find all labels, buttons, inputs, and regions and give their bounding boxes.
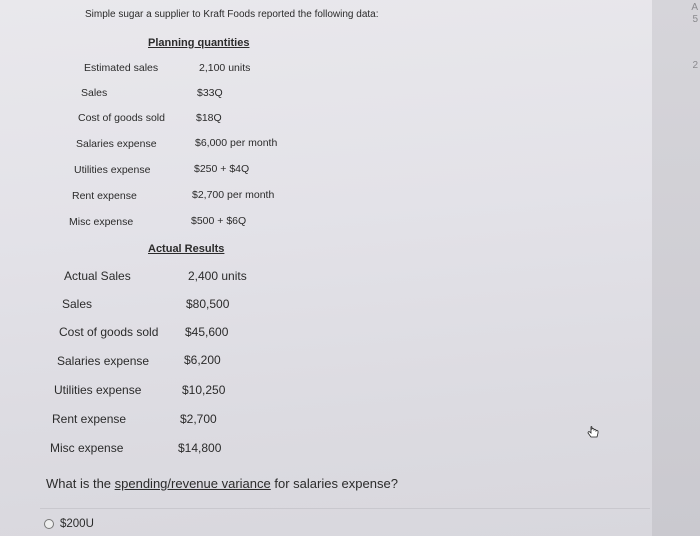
actual-label-rent: Rent expense <box>52 412 127 426</box>
actual-label-misc: Misc expense <box>50 441 124 455</box>
actual-value-cogs: $45,600 <box>185 325 229 339</box>
planning-label-estimated-sales: Estimated sales <box>84 62 159 74</box>
actual-label-sales: Sales <box>62 297 93 311</box>
actual-heading: Actual Results <box>148 243 225 255</box>
answer-option-1[interactable] <box>44 518 94 530</box>
planning-value-salaries: $6,000 per month <box>195 137 278 149</box>
hand-cursor-icon <box>586 426 600 440</box>
question-emphasis: spending/revenue variance <box>114 476 271 491</box>
planning-value-utilities: $250 + $4Q <box>194 163 250 175</box>
actual-label-utilities: Utilities expense <box>54 383 142 397</box>
actual-value-utilities: $10,250 <box>182 383 226 397</box>
question-text <box>46 476 398 491</box>
planning-label-cogs: Cost of goods sold <box>78 112 165 124</box>
actual-label-actual-sales: Actual Sales <box>64 269 131 283</box>
planning-value-estimated-sales: 2,100 units <box>199 62 251 74</box>
edge-text-3: 2 <box>692 60 698 71</box>
planning-label-salaries: Salaries expense <box>76 138 157 150</box>
edge-text-1: A <box>691 2 698 13</box>
edge-text-2: 5 <box>692 14 698 25</box>
answer-option-label: $200U <box>60 518 94 530</box>
planning-value-misc: $500 + $6Q <box>191 215 247 227</box>
planning-label-utilities: Utilities expense <box>74 164 151 176</box>
planning-value-cogs: $18Q <box>196 112 222 124</box>
question-suffix: for salaries expense? <box>270 476 398 491</box>
planning-label-rent: Rent expense <box>72 190 137 202</box>
divider <box>40 508 650 509</box>
planning-value-sales: $33Q <box>197 87 223 99</box>
actual-value-misc: $14,800 <box>178 441 222 455</box>
planning-value-rent: $2,700 per month <box>192 189 275 201</box>
planning-heading: Planning quantities <box>148 37 250 49</box>
question-prefix: What is the <box>46 476 115 491</box>
actual-value-salaries: $6,200 <box>184 353 221 367</box>
actual-label-cogs: Cost of goods sold <box>59 325 159 339</box>
planning-label-sales: Sales <box>81 87 108 99</box>
actual-value-rent: $2,700 <box>180 412 217 426</box>
planning-label-misc: Misc expense <box>69 216 134 228</box>
radio-button[interactable] <box>44 519 54 529</box>
intro-text: Simple sugar a supplier to Kraft Foods reported the following data: <box>85 9 379 20</box>
actual-value-sales: $80,500 <box>186 297 230 311</box>
actual-label-salaries: Salaries expense <box>57 354 150 368</box>
right-edge-panel <box>652 0 700 536</box>
actual-value-actual-sales: 2,400 units <box>188 269 247 283</box>
